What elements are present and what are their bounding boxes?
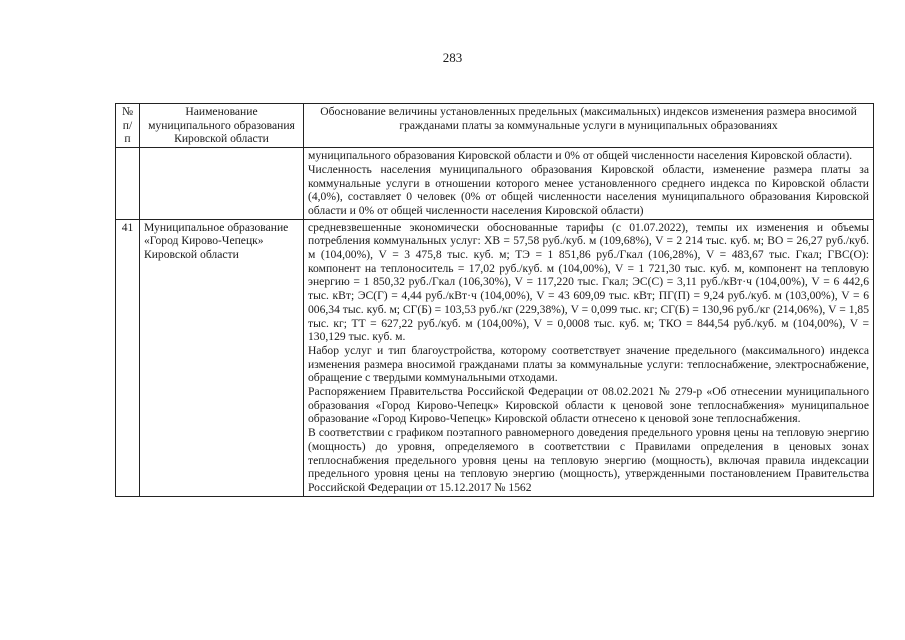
basis-paragraph: Распоряжением Правительства Российской Федерации от 08.02.2021 № 279-р «Об отнесении муниципального образования «Город Кирово-Чепецк» Кировской области к ценовой зоне теплоснабжения» муниципальное образование «Город Кирово-Чепецк» Кировской области отнесено к ценовой зоне теплоснабжения. — [308, 385, 869, 426]
basis-paragraph: В соответствии с графиком поэтапного равномерного доведения предельного уровня цены на тепловую энергию (мощность) до уровня, определяемого в соответствии с Правилами определения в ценовых зонах теплоснабжения предельного уровня цены на тепловую энергию (мощность), включая правила индексации предельного уровня цены на тепловую энергию (мощность), утвержденными постановлением Правительства Российской Федерации от 15.12.2017 № 1562 — [308, 426, 869, 494]
tariff-index-table — [115, 103, 874, 497]
table-row — [116, 219, 874, 496]
basis-paragraph: муниципального образования Кировской области и 0% от общей численности населения Кировской области). — [308, 149, 853, 163]
basis-paragraph: средневзвешенные экономически обоснованные тарифы (с 01.07.2022), темпы их изменения и объемы потребления коммунальных услуг: ХВ = 57,58 руб./куб. м (109,68%), V = 2 214 тыс. куб. м; ВО = 26,27 руб./куб. м (104,00%), V = 3 475,8 тыс. куб. м; ТЭ = 1 851,86 руб./Гкал (106,28%), V = 483,67 тыс. Гкал; ГВС(О): компонент на теплоноситель = 17,02 руб./куб. м (104,00%), V = 1 721,30 тыс. куб. м, компонент на тепловую энергию = 1 850,32 руб./Гкал (106,30%), V = 117,220 тыс. Гкал; ЭС(С) = 3,11 руб./кВт·ч (104,00%), V = 6 442,6 тыс. кВт; ЭС(Г) = 4,44 руб./кВт·ч (104,00%), V = 43 609,09 тыс. кВт; ПГ(П) = 9,24 руб./куб. м (103,00%), V = 6 006,34 тыс. куб. м; СГ(Б) = 103,53 руб./кг (229,38%), V = 0,099 тыс. кг; СГ(Б) = 130,96 руб./кг (214,06%), V = 1,85 тыс. кг; ТТ = 627,22 руб./куб. м (104,00%), V = 0,0008 тыс. куб. м; ТКО = 844,54 руб./куб. м (104,00%), V = 130,129 тыс. куб. м. — [308, 220, 869, 344]
basis-paragraph: Набор услуг и тип благоустройства, которому соответствует значение предельного (максимального) индекса изменения размера вносимой гражданами платы за коммунальные услуги: теплоснабжение, электроснабжение, обращение с твердыми коммунальными отходами. — [308, 343, 869, 385]
row-municipality-name — [140, 148, 304, 220]
header-municipality-name: Наименование муниципального образования Кировской области — [140, 104, 304, 148]
table-header-row — [116, 104, 874, 148]
basis-paragraph: Численность населения муниципального образования Кировской области, изменение размера платы за коммунальные услуги в отношении которого менее установленного среднего индекса по Кировской области (4,0%), составляет 0 человек (0% от общей численности населения муниципального образования Кировской области и 0% от общей численности населения Кировской области) — [308, 162, 869, 217]
row-basis — [304, 219, 874, 496]
header-basis: Обоснование величины установленных предельных (максимальных) индексов изменения размера вносимой гражданами платы за коммунальные услуги в муниципальных образованиях — [304, 104, 874, 148]
row-basis — [304, 148, 874, 220]
page-number: 283 — [442, 50, 463, 65]
row-number: 41 — [116, 219, 140, 496]
row-number — [116, 148, 140, 220]
header-number: № п/п — [116, 104, 140, 148]
table-row — [116, 148, 874, 220]
row-municipality-name: Муниципальное образование «Город Кирово-Чепецк» Кировской области — [140, 219, 304, 496]
